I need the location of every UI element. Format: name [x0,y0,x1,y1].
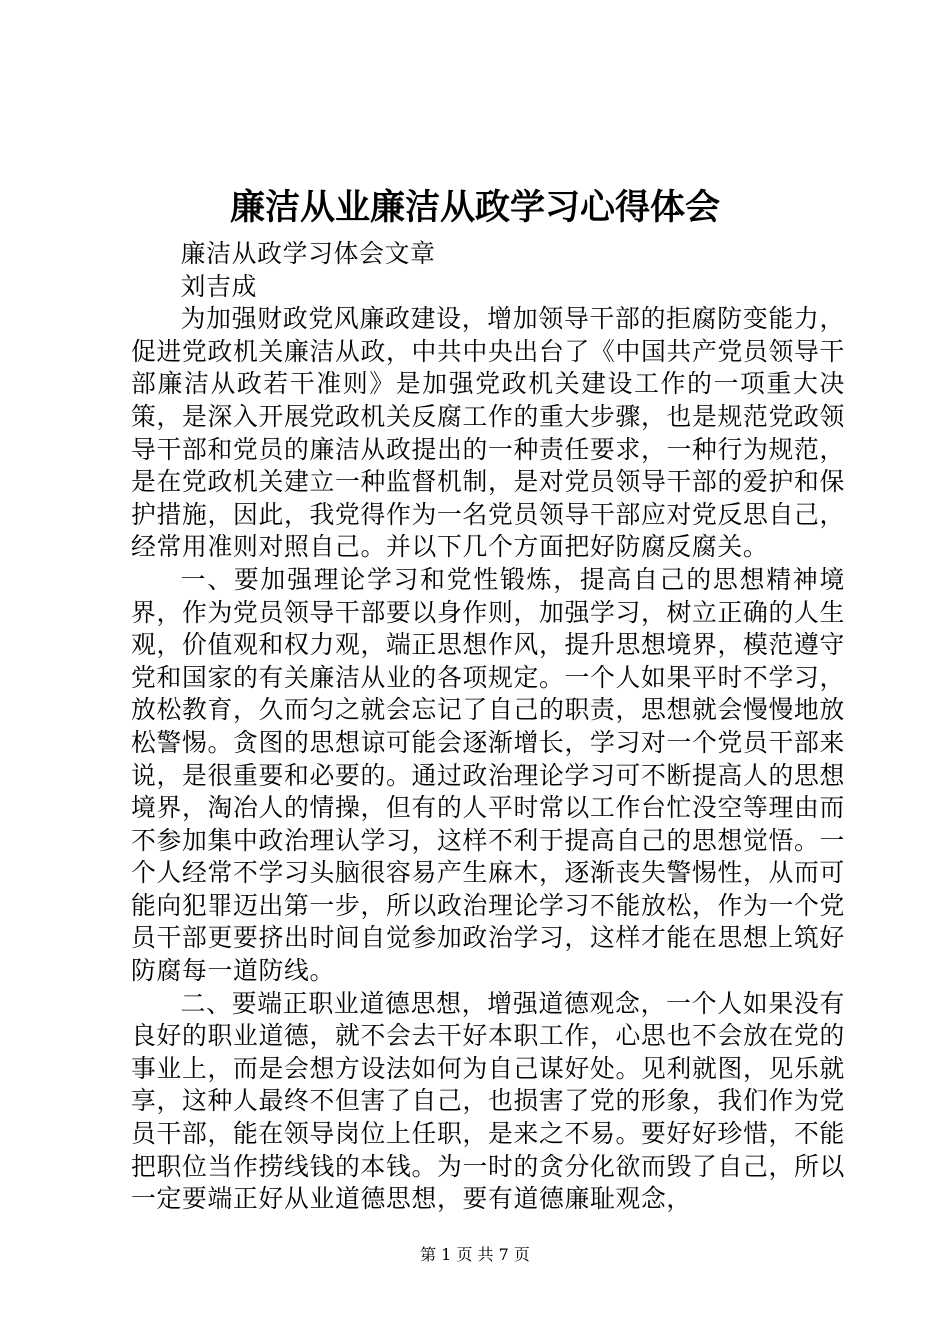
document-body [131,238,845,1216]
paragraph-section-one: 一、要加强理论学习和党性锻炼，提高自己的思想精神境界，作为党员领导干部要以身作则，加强学习，树立正确的人生观，价值观和权力观，端正思想作风，提升思想境界，模范遵守党和国家的有关廉洁从业的各项规定。一个人如果平时不学习，放松教育，久而匀之就会忘记了自己的职责，思想就会慢慢地放松警惕。贪图的思想谅可能会逐渐增长，学习对一个党员干部来说，是很重要和必要的。通过政治理论学习可不断提高人的思想境界，淘冶人的情操，但有的人平时常以工作台忙没空等理由而不参加集中政治理认学习，这样不利于提高自己的思想觉悟。一个人经常不学习头脑很容易产生麻木，逐渐丧失警惕性，从而可能向犯罪迈出第一步，所以政治理论学习不能放松，作为一个党员干部更要挤出时间自觉参加政治学习，这样才能在思想上筑好防腐每一道防线。 [131,564,845,986]
document-author: 刘吉成 [180,271,258,301]
document-title: 廉洁从业廉洁从政学习心得体会 [229,187,720,228]
paragraph-section-two: 二、要端正职业道德思想，增强道德观念，一个人如果没有良好的职业道德，就不会去干好本职工作，心思也不会放在党的事业上，而是会想方设法如何为自己谋好处。见利就图，见乐就享，这种人最终不但害了自己，也损害了党的形象，我们作为党员干部，能在领导岗位上任职，是来之不易。要好好珍惜，不能把职位当作捞线钱的本钱。为一时的贪分化欲而毁了自己，所以一定要端正好从业道德思想，要有道德廉耻观念， [131,988,845,1214]
document-subtitle: 廉洁从政学习体会文章 [180,239,436,268]
page-footer: 第 1 页 共 7 页 [420,1245,530,1264]
paragraph-intro: 为加强财政党风廉政建设，增加领导干部的拒腐防变能力，促进党政机关廉洁从政，中共中央出台了《中国共产党员领导干部廉洁从政若干准则》是加强党政机关建设工作的一项重大决策，是深入开展党政机关反腐工作的重大步骤，也是规范党政领导干部和党员的廉洁从政提出的一种责任要求，一种行为规范，是在党政机关建立一种监督机制，是对党员领导干部的爱护和保护措施，因此，我党得作为一名党员领导干部应对党反思自己，经常用准则对照自己。并以下几个方面把好防腐反腐关。 [131,304,845,562]
